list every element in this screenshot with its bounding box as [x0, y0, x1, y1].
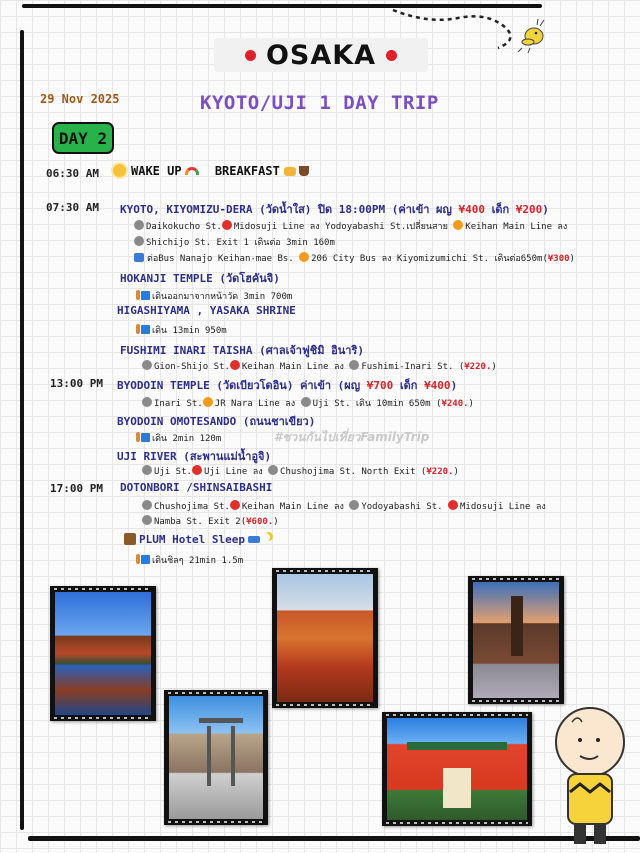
route-detail [134, 235, 335, 249]
route-line: Uji Line ลง [203, 467, 269, 477]
metro-icon [134, 236, 144, 246]
place-title: BYODOIN OMOTESANDO (ถนนชาเขียว) [117, 415, 316, 428]
place-title [120, 200, 549, 218]
breakfast-label: BREAKFAST [214, 164, 280, 178]
route-detail [136, 553, 243, 567]
route-line: 206 City Bus ลง Kiyomizumichi St. เดินต่อ650m( [311, 254, 548, 264]
price-child: ¥400 [424, 379, 451, 392]
fare-price: ¥220. [464, 362, 492, 372]
metro-icon [349, 500, 359, 510]
hotel-title [124, 533, 270, 546]
bed-icon [248, 536, 260, 543]
route-detail [142, 499, 546, 513]
bracket-close: ) [542, 203, 549, 216]
bracket-close: ) [450, 379, 458, 392]
route-station: Shichijo St. Exit 1 เดินต่อ 3min 160m [146, 238, 335, 248]
kiyomizu-dera-autumn-photo [272, 568, 378, 708]
walk-detail: เดินออกมาจากหน้าวัด 3min 700m [152, 292, 293, 302]
route-detail [136, 289, 292, 303]
yasaka-pagoda-photo [468, 576, 564, 704]
price-adult: ¥700 [366, 379, 394, 392]
bus-icon [134, 253, 144, 262]
bracket-close: ) [491, 362, 497, 372]
place-title: UJI RIVER (สะพานแม่น้ำอูจิ) [117, 450, 272, 463]
moon-icon [261, 533, 270, 542]
route-line: Midosuji Line ลง [460, 502, 546, 512]
title-banner [214, 38, 428, 72]
schedule-item [113, 164, 309, 178]
metro-icon [142, 500, 152, 510]
page-title: OSAKA [265, 39, 377, 71]
bracket-close: ) [453, 467, 459, 477]
bracket-close: ) [273, 517, 279, 527]
fare-price: ¥300 [547, 254, 570, 264]
route-line: JR Nara Line ลง [214, 399, 301, 409]
keihan-line-icon [453, 220, 463, 230]
bracket-close: ) [569, 254, 575, 264]
day-badge: DAY 2 [52, 122, 114, 154]
bus-line-icon [299, 252, 309, 262]
time-label: 06:30 AM [46, 167, 99, 180]
torii-street-photo [164, 690, 268, 825]
uji-line-icon [192, 465, 202, 475]
metro-icon [142, 360, 152, 370]
route-detail [136, 323, 227, 337]
place-title: FUSHIMI INARI TAISHA (ศาลเจ้าฟูชิมิ อินาริ) [120, 344, 364, 357]
walk-icon [136, 432, 150, 442]
route-station: Yodoyabashi St. [361, 502, 449, 512]
keihan-line-icon [230, 360, 240, 370]
route-detail [136, 431, 221, 445]
time-label: 07:30 AM [46, 201, 99, 214]
metro-icon [142, 397, 152, 407]
walk-icon [136, 290, 150, 300]
metro-icon [134, 220, 144, 230]
route-station: Uji St. [154, 467, 192, 477]
price-separator: เด็ก [393, 379, 425, 392]
place-title: HOKANJI TEMPLE (วัดโฮคันจิ) [120, 272, 280, 285]
bracket-close: ) [468, 399, 474, 409]
route-line: Keihan Main Line ลง [465, 222, 568, 232]
time-label: 17:00 PM [50, 482, 103, 495]
price-separator: เด็ก [484, 203, 516, 216]
keihan-line-icon [230, 500, 240, 510]
place-title: DOTONBORI /SHINSAIBASHI [120, 481, 273, 494]
route-detail [142, 359, 497, 373]
charlie-brown-illustration [540, 700, 640, 850]
wake-up-label: WAKE UP [131, 164, 182, 178]
walk-detail: เดิน 13min 950m [152, 326, 227, 336]
trip-title: KYOTO/UJI 1 DAY TRIP [200, 92, 439, 114]
place-title: HIGASHIYAMA , YASAKA SHRINE [117, 304, 296, 317]
trip-date: 29 Nov 2025 [40, 92, 120, 106]
route-station: Uji St. เดิน 10min 650m ( [312, 399, 442, 409]
metro-icon [142, 515, 152, 525]
japan-flag-icon [386, 50, 397, 61]
price-child: ¥200 [515, 203, 543, 216]
hotel-name: PLUM Hotel Sleep [139, 533, 245, 546]
byodoin-temple-photo [50, 586, 156, 721]
fare-price: ¥240. [441, 399, 469, 409]
route-detail [134, 219, 567, 233]
walk-detail: เดินชิลๆ 21min 1.5m [152, 556, 244, 566]
route-detail [142, 396, 474, 410]
route-station: ต่อBus Nanajo Keihan-mae Bs. [147, 254, 300, 264]
route-station: Chushojima St. [154, 502, 230, 512]
metro-icon [142, 465, 152, 475]
walk-detail: เดิน 2min 120m [152, 434, 222, 444]
route-station: Gion-Shijo St. [154, 362, 230, 372]
hotel-icon [124, 533, 136, 545]
place-title [117, 376, 457, 394]
subway-line-icon [448, 500, 458, 510]
frame-left-border [20, 30, 24, 830]
yasaka-shrine-gate-photo [382, 712, 532, 826]
metro-icon [349, 360, 359, 370]
route-station: Daikokucho St. [146, 222, 222, 232]
route-detail [142, 515, 279, 527]
place-name: BYODOIN TEMPLE (วัดเบียวโดอิน) ค่าเข้า (ผญ [117, 379, 367, 392]
route-line: Midosuji Line ลง Yodoyabashi St.เปลี่ยนสาย [233, 222, 454, 232]
route-station: Namba St. Exit 2( [154, 517, 247, 527]
time-label: 13:00 PM [50, 377, 103, 390]
route-station: Chushojima St. North Exit ( [280, 467, 427, 477]
place-name: KYOTO, KIYOMIZU-DERA (วัดน้ำใส) ปิด 18:00PM (ค่าเข้า ผญ [120, 203, 459, 216]
coffee-icon [299, 166, 309, 176]
route-detail [142, 464, 459, 478]
fare-price: ¥600. [246, 517, 274, 527]
subway-line-icon [222, 220, 232, 230]
sun-icon [113, 164, 126, 177]
price-adult: ¥400 [458, 203, 485, 216]
route-station: Fushimi-Inari St. ( [361, 362, 465, 372]
route-station: Inari St. [154, 399, 203, 409]
rainbow-icon [185, 167, 199, 175]
metro-icon [301, 397, 311, 407]
route-detail [134, 251, 575, 265]
watermark-text: #ชวนกันไปเที่ยวFamilyTrip [274, 430, 430, 444]
metro-icon [268, 465, 278, 475]
jr-line-icon [203, 397, 213, 407]
japan-flag-icon [245, 50, 256, 61]
sandwich-icon [284, 167, 296, 176]
route-line: Keihan Main Line ลง [241, 502, 350, 512]
walk-icon [136, 324, 150, 334]
route-line: Keihan Main Line ลง [241, 362, 350, 372]
walk-icon [136, 554, 150, 564]
fare-price: ¥220. [426, 467, 454, 477]
